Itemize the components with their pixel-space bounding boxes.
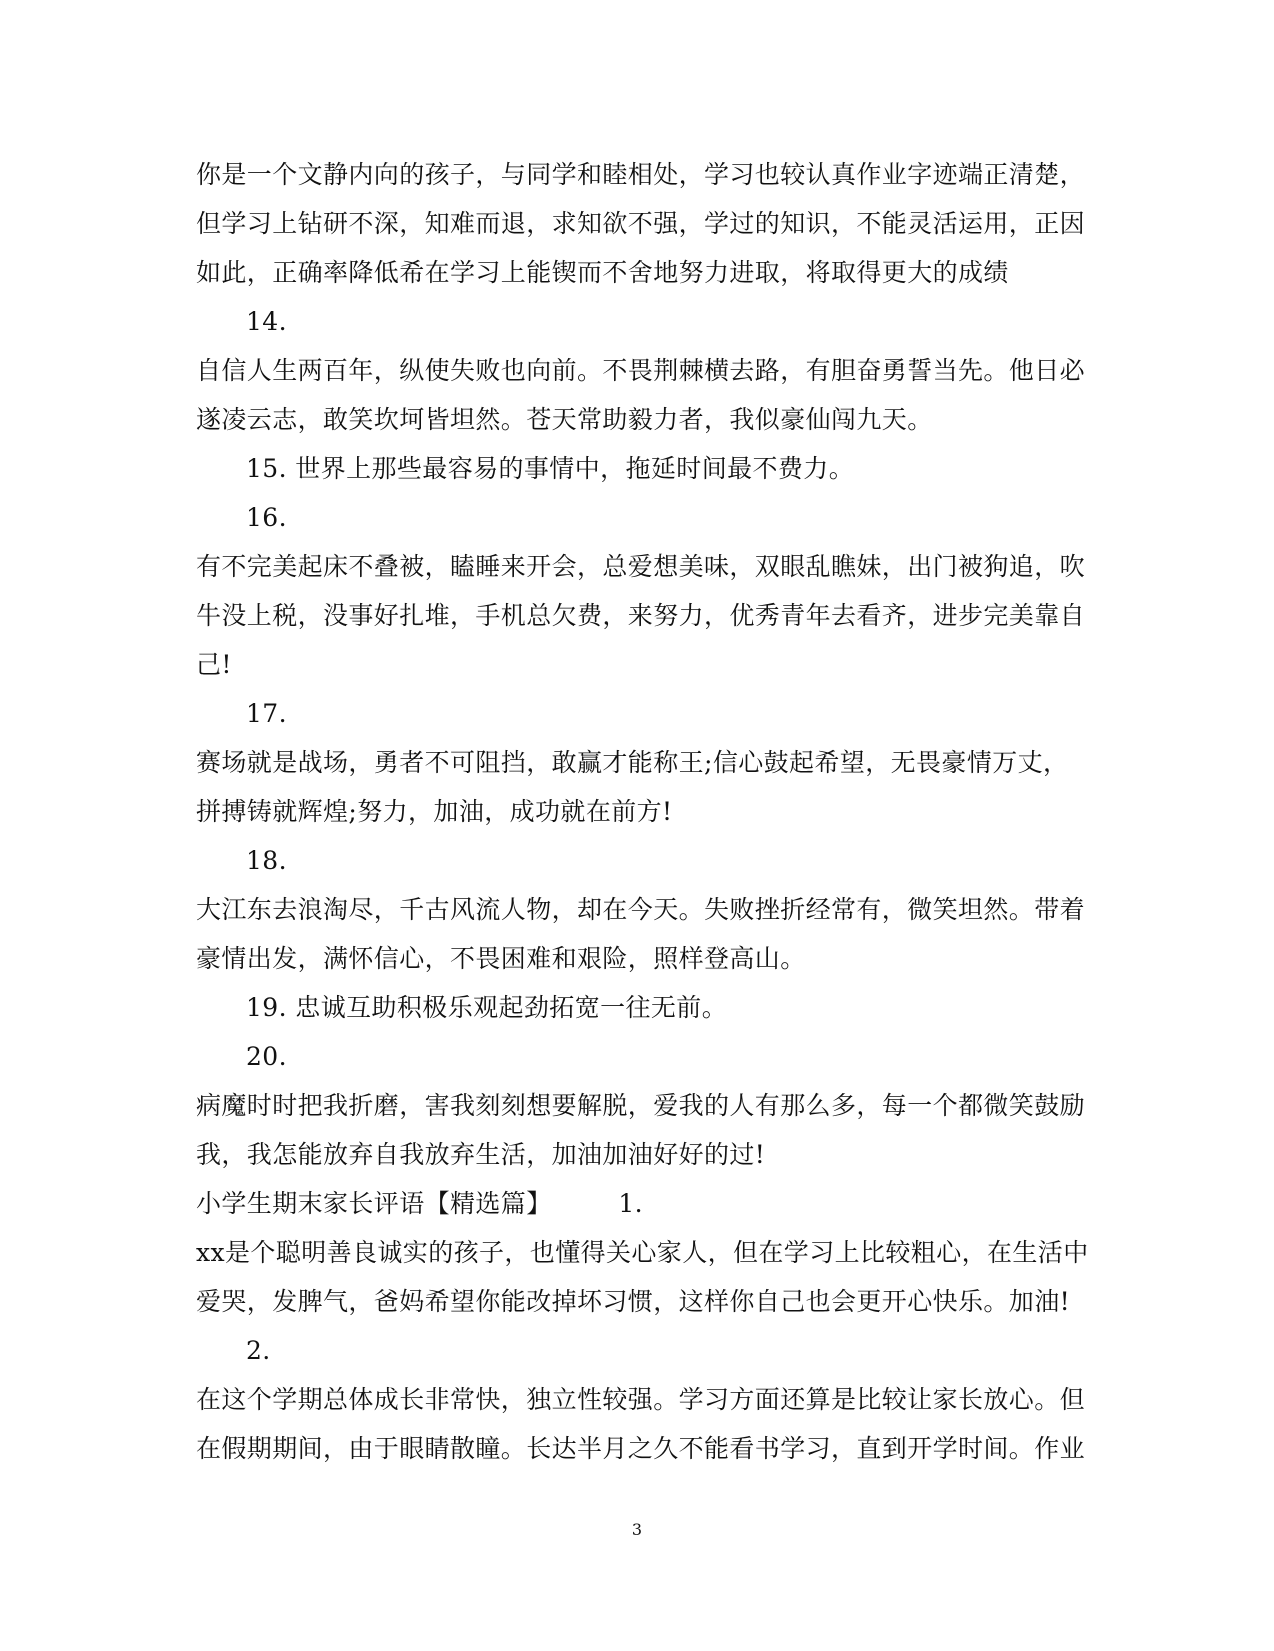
paragraph-line: 大江东去浪淘尽，千古风流人物，却在今天。失败挫折经常有，微笑坦然。带着: [196, 895, 1086, 924]
item-number: 14.: [246, 307, 287, 336]
paragraph-line: 病魔时时把我折磨，害我刻刻想要解脱，爱我的人有那么多，每一个都微笑鼓励: [196, 1091, 1086, 1120]
paragraph-line: 豪情出发，满怀信心，不畏困难和艰险，照样登高山。: [196, 944, 806, 973]
paragraph-line: xx是个聪明善良诚实的孩子，也懂得关心家人，但在学习上比较粗心，在生活中: [196, 1238, 1089, 1267]
paragraph-line: 在假期期间，由于眼睛散瞳。长达半月之久不能看书学习，直到开学时间。作业: [196, 1434, 1086, 1463]
paragraph-line: 在这个学期总体成长非常快，独立性较强。学习方面还算是比较让家长放心。但: [196, 1385, 1086, 1414]
item-number: 20.: [246, 1042, 287, 1071]
item-line: 15. 世界上那些最容易的事情中，拖延时间最不费力。: [246, 454, 855, 483]
paragraph-line: 拼搏铸就辉煌;努力，加油，成功就在前方!: [196, 797, 673, 826]
page-number: 3: [631, 1520, 643, 1539]
item-line: 19. 忠诚互助积极乐观起劲拓宽一往无前。: [246, 993, 728, 1022]
item-number: 16.: [246, 503, 287, 532]
section-heading: 小学生期末家长评语【精选篇】 1.: [196, 1189, 644, 1218]
item-number: 18.: [246, 846, 287, 875]
paragraph-line: 赛场就是战场，勇者不可阻挡，敢赢才能称王;信心鼓起希望，无畏豪情万丈，: [196, 748, 1069, 777]
item-number: 2.: [246, 1336, 271, 1365]
paragraph-line: 自信人生两百年，纵使失败也向前。不畏荆棘横去路，有胆奋勇誓当先。他日必: [196, 356, 1086, 385]
paragraph-line: 己!: [196, 650, 232, 679]
paragraph-line: 我，我怎能放弃自我放弃生活，加油加油好好的过!: [196, 1140, 766, 1169]
paragraph-line: 你是一个文静内向的孩子，与同学和睦相处，学习也较认真作业字迹端正清楚，: [196, 160, 1086, 189]
paragraph-line: 爱哭，发脾气，爸妈希望你能改掉坏习惯，这样你自己也会更开心快乐。加油!: [196, 1287, 1071, 1316]
paragraph-line: 但学习上钻研不深，知难而退，求知欲不强，学过的知识，不能灵活运用，正因: [196, 209, 1086, 238]
paragraph-line: 如此，正确率降低希在学习上能锲而不舍地努力进取，将取得更大的成绩: [196, 258, 1009, 287]
paragraph-line: 牛没上税，没事好扎堆，手机总欠费，来努力，优秀青年去看齐，进步完美靠自: [196, 601, 1086, 630]
item-number: 17.: [246, 699, 287, 728]
paragraph-line: 遂凌云志，敢笑坎坷皆坦然。苍天常助毅力者，我似豪仙闯九天。: [196, 405, 933, 434]
paragraph-line: 有不完美起床不叠被，瞌睡来开会，总爱想美味，双眼乱瞧妹，出门被狗追，吹: [196, 552, 1086, 581]
document-body: [196, 150, 1089, 1473]
